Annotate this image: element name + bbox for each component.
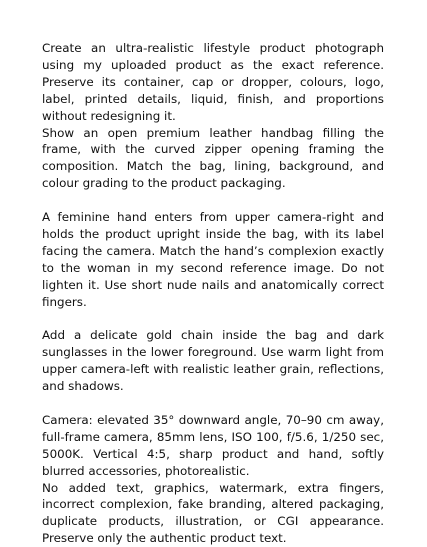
document-body bbox=[42, 40, 384, 547]
paragraph-handbag-setting: Show an open premium leather handbag filling the frame, with the curved zipper opening framing the composition. Match the bag, lining, background, and colour grading to the product packaging. bbox=[42, 125, 384, 191]
paragraph-camera-settings: Camera: elevated 35° downward angle, 70–90 cm away, full-frame camera, 85mm lens, ISO 100, f/5.6, 1/250 sec, 5000K. Vertical 4:5, sharp product and hand, softly blurred accessories, photorealistic. bbox=[42, 412, 384, 478]
paragraph-exclusions: No added text, graphics, watermark, extra fingers, incorrect complexion, fake branding, altered packaging, duplicate products, illustration, or CGI appearance. Preserve only the authentic product text. bbox=[42, 480, 384, 546]
paragraph-hand-description: A feminine hand enters from upper camera-right and holds the product upright inside the bag, with its label facing the camera. Match the hand’s complexion exactly to the woman in my second reference image. Do not lighten it. Use short nude nails and anatomically correct fingers. bbox=[42, 210, 384, 309]
paragraph-product-reference: Create an ultra-realistic lifestyle product photograph using my uploaded product as the exact reference. Preserve its container, cap or dropper, colours, logo, label, printed details, liquid, finish, and proportions without redesigning it. bbox=[42, 41, 384, 123]
paragraph-accessories-lighting: Add a delicate gold chain inside the bag and dark sunglasses in the lower foreground. Use warm light from upper camera-left with realistic leather grain, reflections, and shadows. bbox=[42, 328, 384, 394]
